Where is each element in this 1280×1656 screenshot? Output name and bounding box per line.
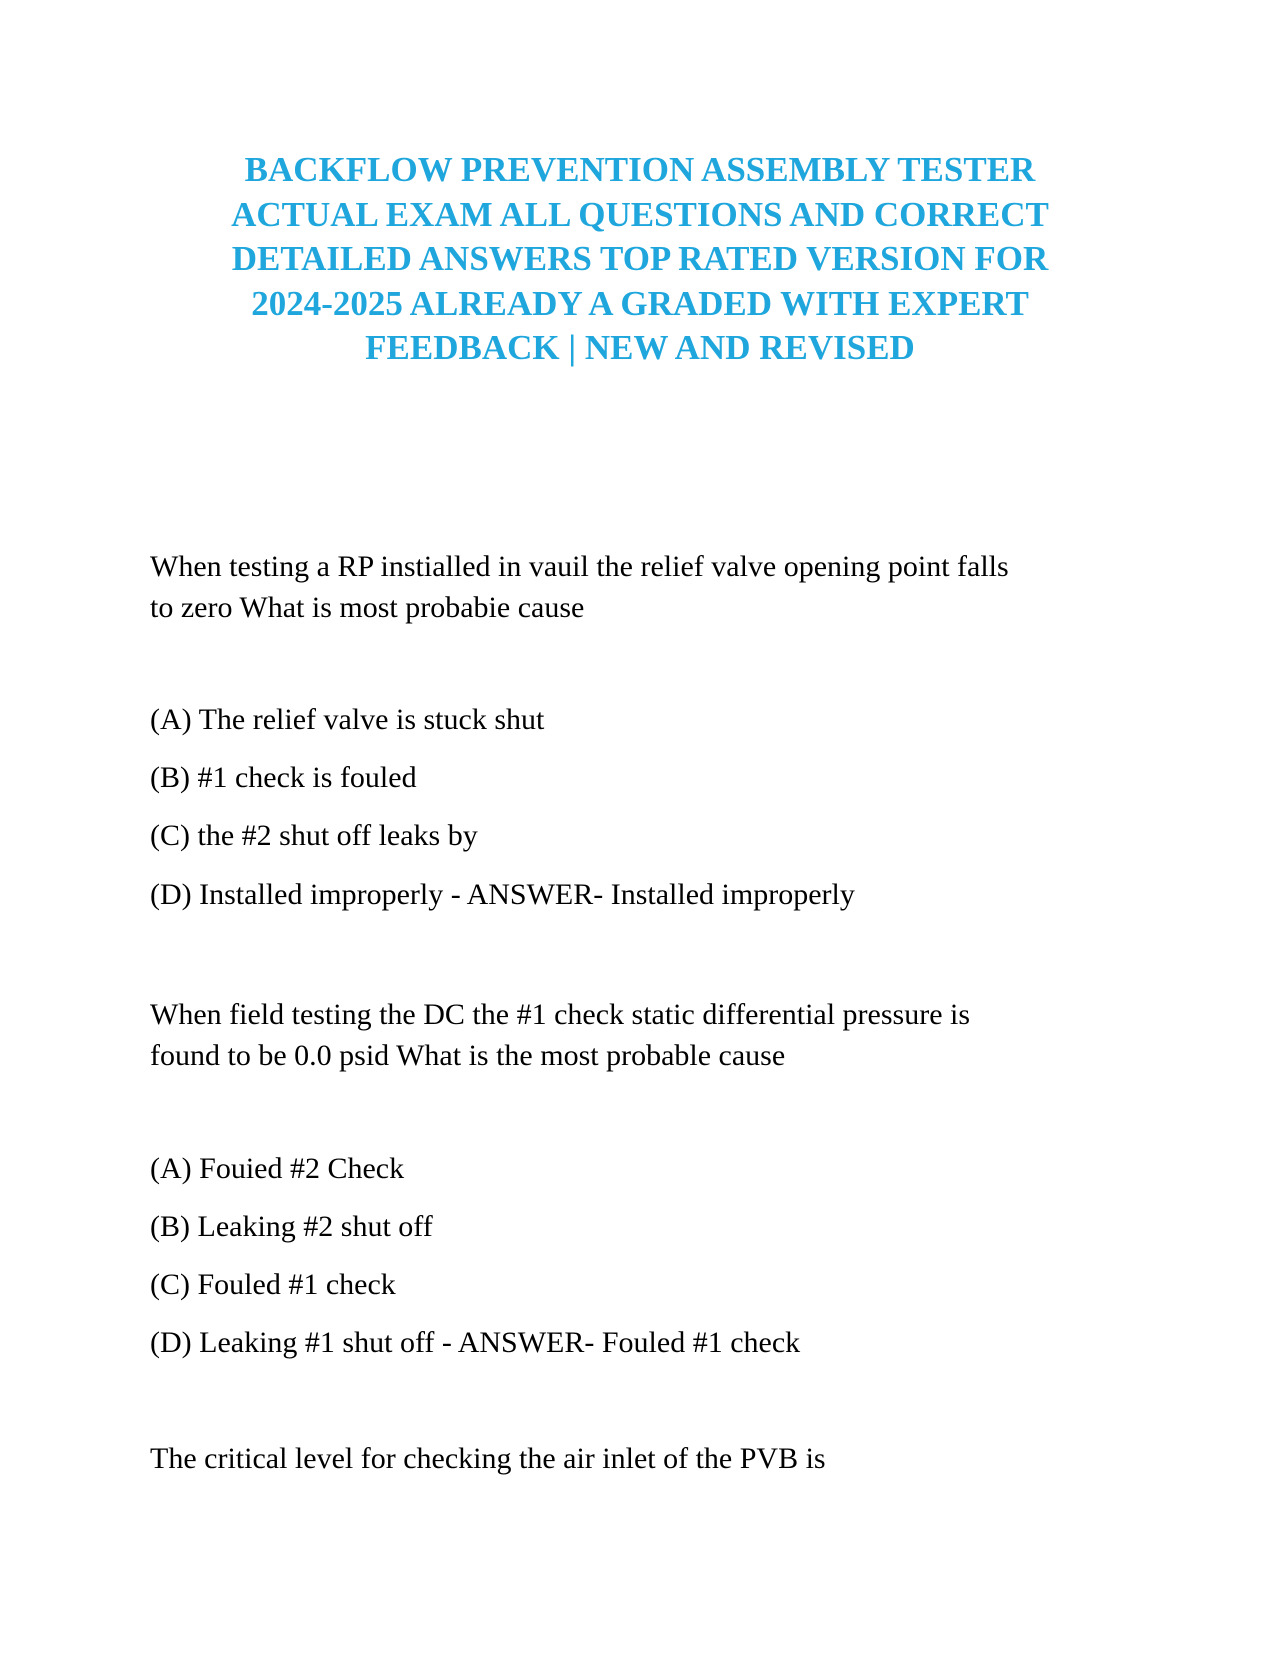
question-3-text: The critical level for checking the air inlet of the PVB is bbox=[150, 1442, 826, 1475]
question-line: When field testing the DC the #1 check static differential pressure is bbox=[150, 998, 971, 1031]
question-1-option-a: (A) The relief valve is stuck shut bbox=[150, 703, 545, 736]
question-line: found to be 0.0 psid What is the most probable cause bbox=[150, 1039, 786, 1072]
question-1-option-b: (B) #1 check is fouled bbox=[150, 761, 417, 794]
question-2-option-b: (B) Leaking #2 shut off bbox=[150, 1210, 433, 1243]
title-line: DETAILED ANSWERS TOP RATED VERSION FOR bbox=[231, 239, 1049, 278]
question-2-option-c: (C) Fouled #1 check bbox=[150, 1268, 396, 1301]
title-line: ACTUAL EXAM ALL QUESTIONS AND CORRECT bbox=[231, 194, 1049, 234]
question-2-option-d-answer: (D) Leaking #1 shut off - ANSWER- Fouled #1 check bbox=[150, 1326, 801, 1359]
question-line: When testing a RP instialled in vauil the relief valve opening point falls bbox=[150, 550, 1009, 583]
question-1-option-c: (C) the #2 shut off leaks by bbox=[150, 819, 478, 852]
title-line: FEEDBACK | NEW AND REVISED bbox=[365, 328, 915, 367]
question-line: to zero What is most probabie cause bbox=[150, 591, 585, 624]
question-1-text bbox=[150, 546, 1009, 628]
title-line: 2024-2025 ALREADY A GRADED WITH EXPERT bbox=[251, 283, 1029, 323]
question-2-option-a: (A) Fouied #2 Check bbox=[150, 1152, 405, 1185]
title-line: BACKFLOW PREVENTION ASSEMBLY TESTER bbox=[244, 150, 1036, 189]
question-2-text bbox=[150, 994, 970, 1076]
question-1-option-d-answer: (D) Installed improperly - ANSWER- Installed improperly bbox=[150, 878, 855, 911]
document-title bbox=[150, 148, 1130, 371]
